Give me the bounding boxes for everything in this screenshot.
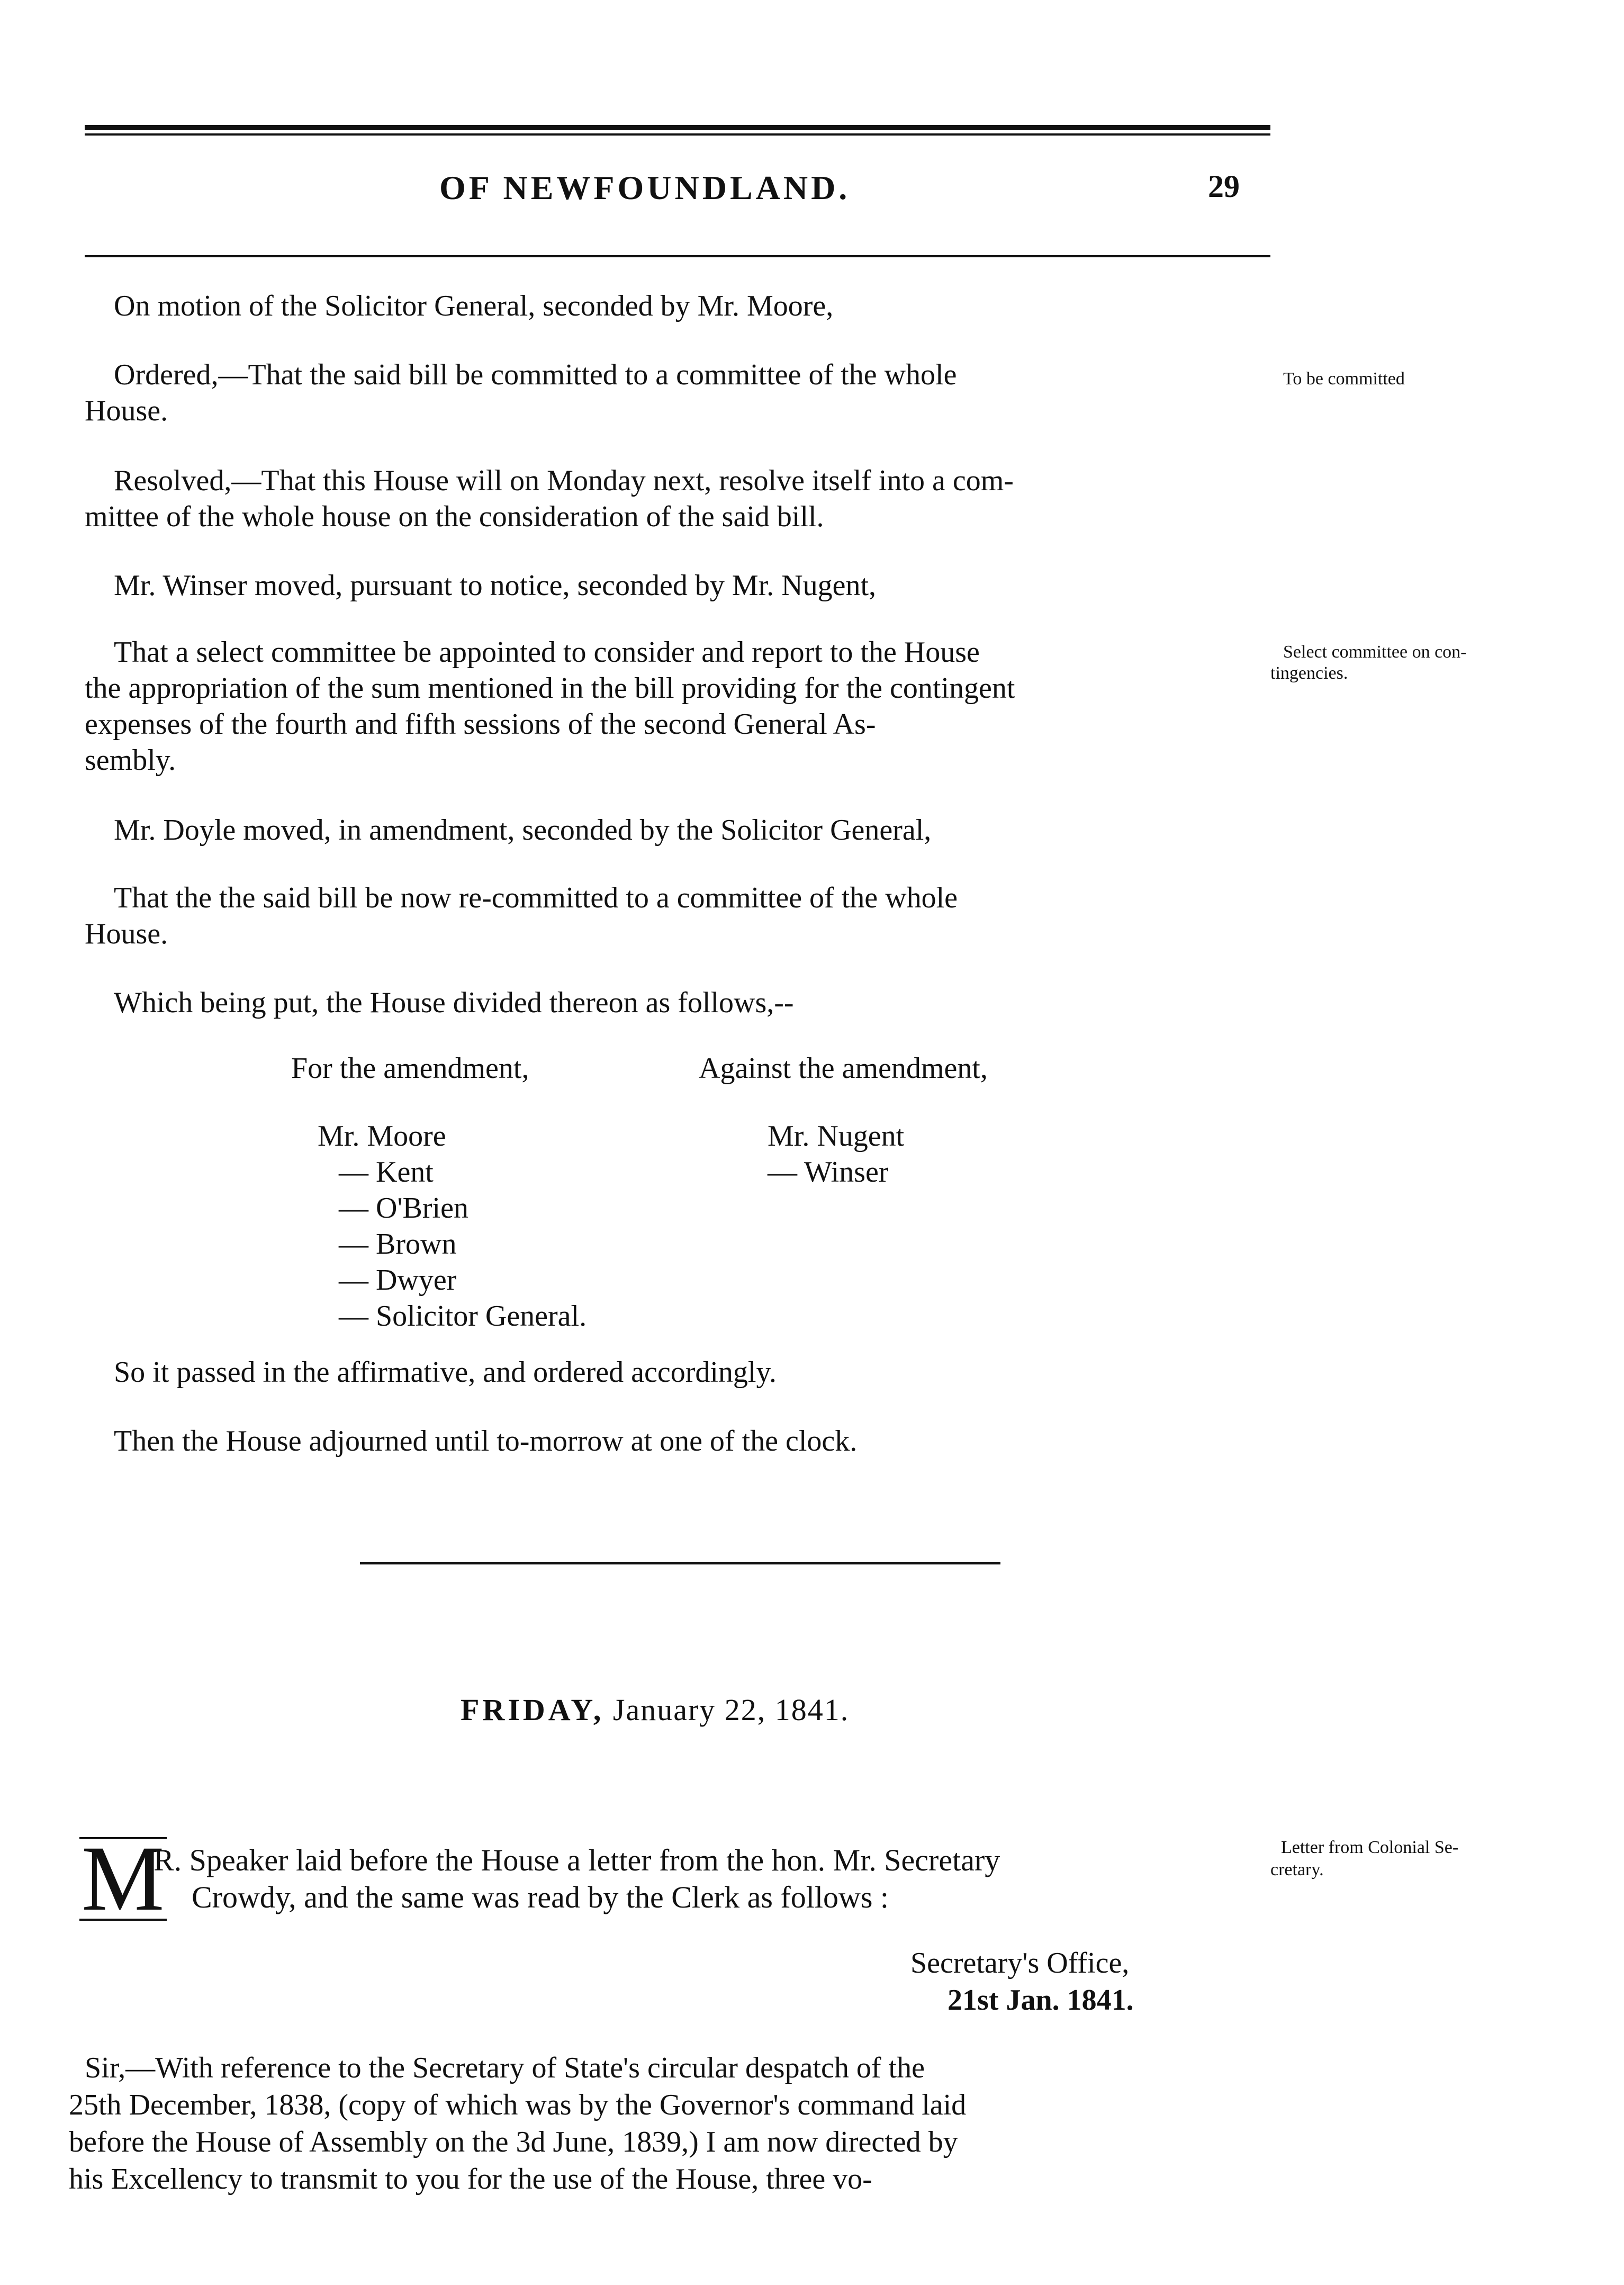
division-against-name: Mr. Nugent [768,1120,905,1153]
page-number: 29 [1208,169,1240,204]
margin-note-select-line1: Select committee on con- [1283,642,1467,662]
paragraph-select-line3: expenses of the fourth and fifth sessions of the second General As- [85,708,876,741]
paragraph-select-line2: the appropriation of the sum mentioned in the bill providing for the contingent [85,672,1015,705]
secretary-office: Secretary's Office, [910,1947,1130,1980]
letter-body-line3: before the House of Assembly on the 3d June, 1839,) I am now directed by [69,2126,958,2158]
speaker-letter-line2: Crowdy, and the same was read by the Clerk as follows : [192,1880,889,1914]
paragraph-passed: So it passed in the affirmative, and ordered accordingly. [114,1356,777,1389]
paragraph-ordered-line2: House. [85,394,168,427]
top-double-rule-thick [85,125,1270,130]
division-for-list [318,1118,587,1334]
date-heading [461,1692,849,1728]
margin-note-letter-line1: Letter from Colonial Se- [1281,1838,1459,1857]
paragraph-motion: On motion of the Solicitor General, seconded by Mr. Moore, [114,290,834,322]
running-head: OF NEWFOUNDLAND. [439,169,851,206]
header-rule [85,255,1270,257]
letter-body-line2: 25th December, 1838, (copy of which was by the Governor's command laid [69,2089,967,2121]
division-for-name: — Kent [339,1156,434,1189]
paragraph-recommitted-line1: That the the said bill be now re-committed to a committee of the whole [114,881,958,914]
paragraph-select-line1: That a select committee be appointed to consider and report to the House [114,636,980,669]
division-against-list [768,1118,904,1190]
division-for-name: — O'Brien [339,1192,468,1225]
paragraph-select-line4: sembly. [85,744,176,777]
section-separator-rule [360,1562,1000,1564]
paragraph-resolved-line2: mittee of the whole house on the consideration of the said bill. [85,500,824,533]
secretary-office-date: 21st Jan. 1841. [948,1984,1134,2017]
letter-body-line4: his Excellency to transmit to you for the use of the House, three vo- [69,2163,872,2196]
letter-body-line1: Sir,—With reference to the Secretary of State's circular despatch of the [85,2052,925,2084]
date-heading-day: FRIDAY, [461,1693,605,1727]
division-for-name: — Solicitor General. [339,1300,587,1333]
division-for-name: Mr. Moore [318,1120,446,1153]
paragraph-recommitted-line2: House. [85,917,168,950]
top-double-rule-thin [85,133,1270,136]
division-against-name: — Winser [768,1156,889,1189]
paragraph-adjourned: Then the House adjourned until to-morrow at one of the clock. [114,1425,858,1458]
paragraph-division-intro: Which being put, the House divided thereon as follows,-- [114,986,794,1019]
speaker-letter-line1: R. Speaker laid before the House a letter from the hon. Mr. Secretary [154,1843,1000,1877]
margin-note-committed: To be committed [1283,369,1405,389]
margin-note-letter-line2: cretary. [1270,1860,1324,1879]
paragraph-ordered-line1: Ordered,—That the said bill be committed to a committee of the whole [114,358,957,391]
paragraph-doyle-moved: Mr. Doyle moved, in amendment, seconded by the Solicitor General, [114,814,932,847]
division-against-heading: Against the amendment, [699,1052,988,1085]
division-for-name: — Dwyer [339,1264,457,1297]
paragraph-winser-moved: Mr. Winser moved, pursuant to notice, seconded by Mr. Nugent, [114,569,877,602]
paragraph-resolved-line1: Resolved,—That this House will on Monday next, resolve itself into a com- [114,464,1014,497]
division-for-name: — Brown [339,1228,457,1261]
drop-cap: M [79,1837,167,1921]
date-heading-date: January 22, 1841. [612,1693,850,1727]
division-for-heading: For the amendment, [291,1052,529,1085]
margin-note-select-line2: tingencies. [1270,663,1348,683]
